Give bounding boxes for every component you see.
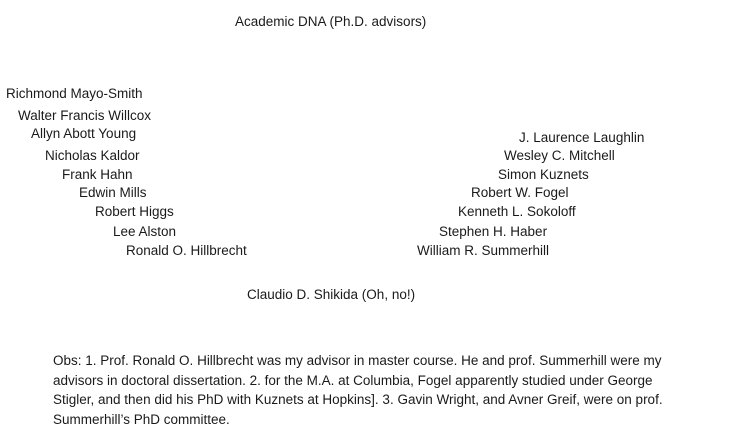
advisor-name: Wesley C. Mitchell (504, 148, 615, 163)
advisor-name: Stephen H. Haber (439, 224, 548, 239)
advisor-name: Nicholas Kaldor (45, 148, 140, 163)
notes-line: Summerhill’s PhD committee. (53, 411, 230, 427)
advisor-name: William R. Summerhill (417, 243, 550, 258)
notes-line: advisors in doctoral dissertation. 2. for the M.A. at Columbia, Fogel apparently studied under George (53, 372, 653, 388)
advisor-name: Ronald O. Hillbrecht (126, 243, 247, 258)
advisor-name: J. Laurence Laughlin (519, 130, 645, 145)
advisor-name: Robert Higgs (95, 204, 174, 219)
notes-paragraph (53, 351, 723, 429)
advisor-name: Walter Francis Willcox (18, 108, 152, 123)
notes-line: Obs: 1. Prof. Ronald O. Hillbrecht was my advisor in master course. He and prof. Summerhill were my (53, 353, 662, 368)
advisor-name: Simon Kuznets (498, 167, 589, 182)
advisor-name: Frank Hahn (62, 167, 133, 182)
notes-line: Stigler, and then did his PhD with Kuznets at Hopkins]. 3. Gavin Wright, and Avner Greif, were on prof. (53, 392, 663, 407)
advisor-name: Edwin Mills (79, 185, 147, 200)
descendant-name: Claudio D. Shikida (Oh, no!) (247, 287, 416, 302)
advisor-name: Richmond Mayo-Smith (6, 86, 143, 101)
advisor-name: Lee Alston (113, 224, 177, 239)
diagram-title: Academic DNA (Ph.D. advisors) (235, 14, 427, 29)
advisor-name: Allyn Abott Young (31, 126, 137, 141)
advisor-name: Robert W. Fogel (471, 185, 569, 200)
advisor-name: Kenneth L. Sokoloff (458, 204, 576, 219)
